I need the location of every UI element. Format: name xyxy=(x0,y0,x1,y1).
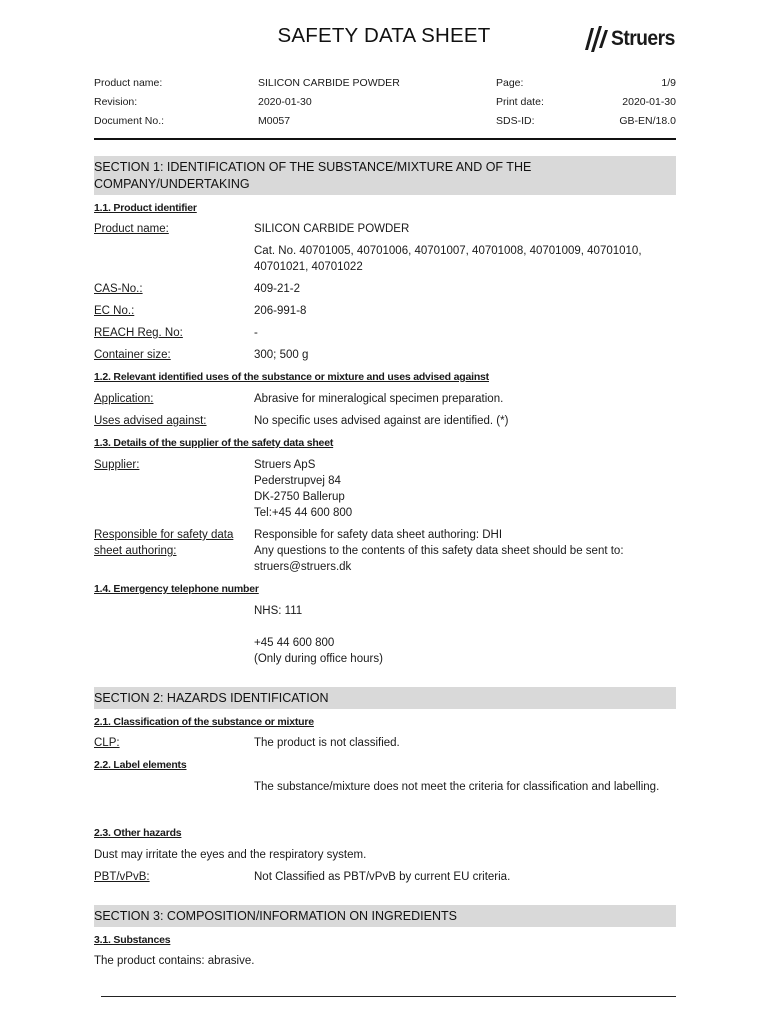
other-hazards-text: Dust may irritate the eyes and the respiratory system. xyxy=(94,849,367,861)
supplier-row xyxy=(94,457,676,521)
meta-value: GB-EN/18.0 xyxy=(619,115,676,127)
spacer xyxy=(254,619,676,635)
supplier-line: Tel:+45 44 600 800 xyxy=(254,507,353,519)
meta-label: Product name: xyxy=(94,77,163,89)
product-name-row xyxy=(94,221,676,237)
field-value: 300; 500 g xyxy=(254,349,309,361)
ec-row xyxy=(94,303,676,319)
responsible-label-line: sheet authoring: xyxy=(94,545,177,557)
label-elements-row xyxy=(94,779,676,795)
contact-email: struers@struers.dk xyxy=(254,561,352,573)
meta-label: Revision: xyxy=(94,96,138,108)
substances-text: The product contains: abrasive. xyxy=(94,955,255,967)
subsection-2-1-heading: 2.1. Classification of the substance or mixture xyxy=(94,716,314,728)
empty-label xyxy=(94,779,254,795)
nhs-number: NHS: 111 xyxy=(254,605,303,617)
footer-divider xyxy=(101,996,676,997)
responsible-value xyxy=(254,527,676,575)
meta-row xyxy=(94,115,676,134)
field-value: - xyxy=(254,327,258,339)
struers-logo xyxy=(584,24,680,54)
document-body xyxy=(94,156,676,969)
field-value: The product is not classified. xyxy=(254,737,400,749)
field-value: 409-21-2 xyxy=(254,283,301,295)
emergency-row xyxy=(94,603,676,667)
reach-row xyxy=(94,325,676,341)
document-meta xyxy=(94,77,676,134)
meta-row xyxy=(94,77,676,96)
subsection-1-1-heading: 1.1. Product identifier xyxy=(94,202,197,214)
emergency-value xyxy=(254,603,676,667)
field-label: Product name: xyxy=(94,223,169,235)
field-label: Supplier: xyxy=(94,459,140,471)
field-value: Abrasive for mineralogical specimen preparation. xyxy=(254,393,504,405)
field-value: 206-991-8 xyxy=(254,305,307,317)
uses-advised-against-row xyxy=(94,413,676,429)
field-value: No specific uses advised against are identified. (*) xyxy=(254,415,509,427)
subsection-2-3-heading: 2.3. Other hazards xyxy=(94,827,182,839)
emergency-hours: (Only during office hours) xyxy=(254,653,383,665)
pbt-row xyxy=(94,869,676,885)
supplier-line: Pederstrupvej 84 xyxy=(254,475,341,487)
section-3-heading: SECTION 3: COMPOSITION/INFORMATION ON INGREDIENTS xyxy=(94,905,676,927)
field-label xyxy=(94,527,254,575)
subsection-1-3-heading: 1.3. Details of the supplier of the safety data sheet xyxy=(94,437,334,449)
responsible-line: Responsible for safety data sheet authoring: DHI xyxy=(254,529,503,541)
meta-label: Page: xyxy=(496,77,524,89)
responsible-line: Any questions to the contents of this safety data sheet should be sent to: xyxy=(254,545,624,557)
container-row xyxy=(94,347,676,363)
field-label: REACH Reg. No: xyxy=(94,327,183,339)
meta-row xyxy=(94,96,676,115)
header-divider xyxy=(94,138,676,140)
section-1-heading: SECTION 1: IDENTIFICATION OF THE SUBSTANCE/MIXTURE AND OF THE COMPANY/UNDERTAKING xyxy=(94,156,676,195)
supplier-line: DK-2750 Ballerup xyxy=(254,491,345,503)
empty-label xyxy=(94,243,254,275)
cas-row xyxy=(94,281,676,297)
field-value: The substance/mixture does not meet the criteria for classification and labelling. xyxy=(254,781,660,793)
document-title: SAFETY DATA SHEET xyxy=(277,24,491,47)
meta-label: Document No.: xyxy=(94,115,165,127)
clp-row xyxy=(94,735,676,751)
meta-value: M0057 xyxy=(258,115,291,127)
subsection-3-1-heading: 3.1. Substances xyxy=(94,934,171,946)
supplier-line: Struers ApS xyxy=(254,459,316,471)
meta-value: 2020-01-30 xyxy=(622,96,676,108)
meta-label: SDS-ID: xyxy=(496,115,535,127)
section-2-heading: SECTION 2: HAZARDS IDENTIFICATION xyxy=(94,687,676,709)
struers-logo-icon xyxy=(584,24,608,54)
application-row xyxy=(94,391,676,407)
responsible-row xyxy=(94,527,676,575)
field-label: CAS-No.: xyxy=(94,283,143,295)
field-value: Cat. No. 40701005, 40701006, 40701007, 40701008, 40701009, 40701010, 40701021, 40701022 xyxy=(254,245,642,273)
meta-value: SILICON CARBIDE POWDER xyxy=(258,77,400,89)
empty-label xyxy=(94,603,254,667)
field-label: Container size: xyxy=(94,349,171,361)
subsection-1-2-heading: 1.2. Relevant identified uses of the substance or mixture and uses advised against xyxy=(94,371,489,383)
field-label: EC No.: xyxy=(94,305,135,317)
subsection-1-4-heading: 1.4. Emergency telephone number xyxy=(94,583,259,595)
field-value: SILICON CARBIDE POWDER xyxy=(254,223,410,235)
field-label: Uses advised against: xyxy=(94,415,207,427)
meta-value: 2020-01-30 xyxy=(258,96,312,108)
logo-text: Struers xyxy=(611,27,675,50)
field-value: Not Classified as PBT/vPvB by current EU criteria. xyxy=(254,871,511,883)
meta-label: Print date: xyxy=(496,96,544,108)
cat-no-row xyxy=(94,243,676,275)
field-label: PBT/vPvB: xyxy=(94,871,150,883)
responsible-label-line: Responsible for safety data xyxy=(94,529,234,541)
meta-value: 1/9 xyxy=(661,77,676,89)
field-label: Application: xyxy=(94,393,154,405)
supplier-address xyxy=(254,457,676,521)
field-label: CLP: xyxy=(94,737,120,749)
subsection-2-2-heading: 2.2. Label elements xyxy=(94,759,187,771)
emergency-phone: +45 44 600 800 xyxy=(254,637,335,649)
